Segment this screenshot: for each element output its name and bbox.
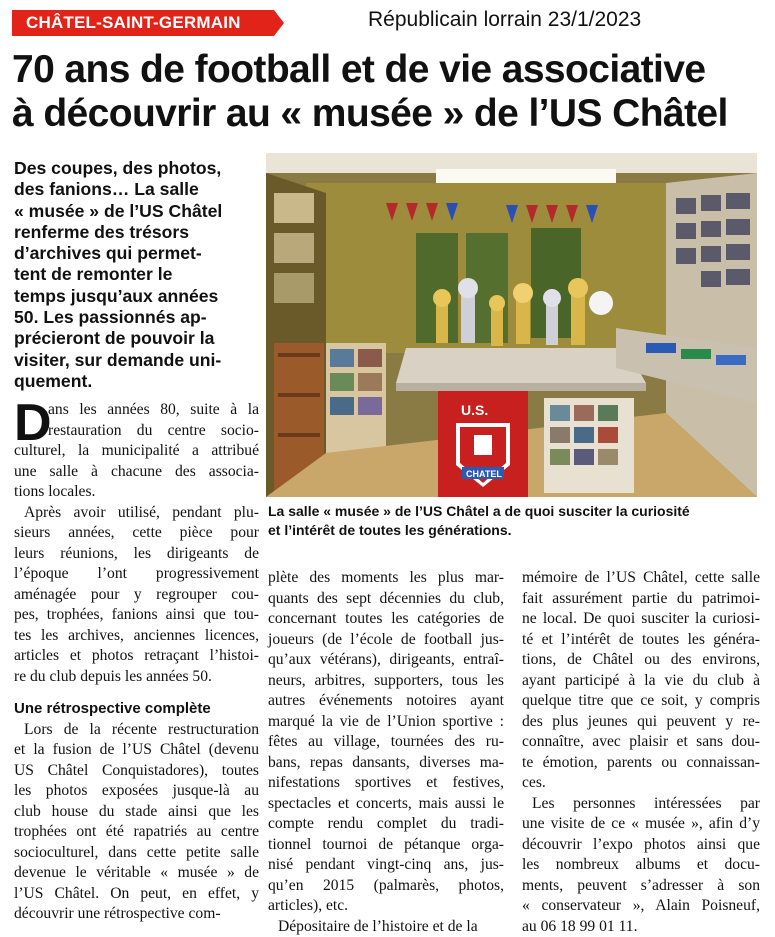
text-line: joueurs (de l’école de football jus- [268,630,504,651]
text-line: tionnel tournoi de pétanque orga- [268,835,504,856]
subheading: Une rétrospective complète [14,699,259,720]
lead-line: 50. Les passionnés ap- [14,307,259,328]
text-line: des plus jeunes qui peuvent y re- [522,712,760,733]
text-line: et la fusion de l’US Châtel (devenu [14,740,259,761]
headline [12,48,772,136]
lead-line: visiter, sur demande uni- [14,350,259,371]
photo-caption [268,502,768,540]
text-line: tions, de Châtel ou des environs, [522,650,760,671]
text-line: connaître, avec plaisir et sans dou- [522,732,760,753]
text-line: tes les archives, anciennes licences, [14,626,259,647]
column-3 [522,568,760,937]
text-line: spectacles et concerts, mais aussi le [268,794,504,815]
text-line: l’époque l’ont progressivement [14,564,259,585]
text-line: qu’en 2015 (palmarès, photos, [268,876,504,897]
text-line: « conservateur », Alain Poisneuf, [522,896,760,917]
shield-text: CHATEL [466,469,502,479]
headline-line: 70 ans de football et de vie associative [12,48,772,92]
text-line: sieurs années, cette pièce pour [14,523,259,544]
text-line: aménagée pour y regrouper cou- [14,585,259,606]
section-banner [12,10,284,36]
text-line: une salle à chacune des associa- [14,462,259,483]
text-line: Lors de la récente restructuration [14,720,259,741]
text-line: devenue le véritable « musée » de [14,863,259,884]
text-line: Après avoir utilisé, pendant plu- [14,503,259,524]
text-line: quelque titre que ce soit, y compris [522,691,760,712]
article-photo [266,153,757,497]
paragraph-start: Dépositaire de l’histoire et de la [268,917,504,937]
text-line: culturel, la municipalité a attribué [14,441,259,462]
paragraph [14,720,259,925]
text-line: autres événements notoires ayant [268,691,504,712]
text-line: compte rendu complet du tradi- [268,814,504,835]
text-line: marqué la vie de l’Union sportive : [268,712,504,733]
text-line: qu’aux vétérans), dirigeants, entraî- [268,650,504,671]
text-line: pes, trophées, fanions ainsi que tou- [14,605,259,626]
paragraph [522,794,760,937]
text-line: te émotion, parents ou connaissan- [522,753,760,774]
banner-text: U.S. [461,402,488,418]
column-2 [268,568,504,937]
paragraph [268,568,504,917]
text-line: articles), etc. [268,896,504,917]
text-line: fait assurément partie du patrimoi- [522,589,760,610]
lead-line: quement. [14,371,259,392]
text-line: une visite de ce « musée », afin d’y [522,814,760,835]
text-line: concernant toutes les catégories de [268,609,504,630]
section-label: CHÂTEL-SAINT-GERMAIN [26,13,241,33]
text-line: té et l’intérêt de toutes les généra- [522,630,760,651]
column-1 [14,400,259,925]
lead-line: temps jusqu’aux années [14,286,259,307]
text-line: ces. [522,773,760,794]
text-line: nisé pendant vingt-cinq ans, jus- [268,855,504,876]
paragraph [522,568,760,794]
text-line: ne local. De quoi susciter la curiosi- [522,609,760,630]
lead-line: Des coupes, des photos, [14,158,259,179]
text-line: leurs réunions, les dirigeants de [14,544,259,565]
text-line: ayant participé à la vie du club à [522,671,760,692]
text-line: au 06 18 99 01 11. [522,917,760,937]
text-line: ments, peuvent s’adresser à son [522,876,760,897]
text-line: les nombreux albums et docu- [522,855,760,876]
source-line: Républicain lorrain 23/1/2023 [368,8,641,32]
lead-paragraph [14,158,259,392]
text-line: ans les années 80, suite à la [14,400,259,421]
text-line: découvrir l’expo photos ainsi que [522,835,760,856]
text-line: restauration du centre socio- [14,421,259,442]
text-line: les photos exposées jusque-là au [14,781,259,802]
text-line: socioculturel, dans cette petite salle [14,843,259,864]
text-line: bans, repas dansants, diverses ma- [268,753,504,774]
lead-line: d’archives qui permet- [14,243,259,264]
lead-line: précieront de pouvoir la [14,328,259,349]
text-line: mémoire de l’US Châtel, cette salle [522,568,760,589]
lead-line: des fanions… La salle [14,179,259,200]
caption-line: et l’intérêt de toutes les générations. [268,521,768,540]
trophy-room-illustration [266,153,757,497]
caption-line: La salle « musée » de l’US Châtel a de quoi susciter la curiosité [268,502,768,521]
text-line: tions locales. [14,482,259,503]
text-line: plète des moments les plus mar- [268,568,504,589]
text-line: US Châtel Conquistadores), toutes [14,761,259,782]
text-line: trophées ont été rapatriés au centre [14,822,259,843]
text-line: articles et photos retraçant l’histoi- [14,646,259,667]
text-line: club house du stade ainsi que les [14,802,259,823]
lead-line: tent de remonter le [14,264,259,285]
drop-cap: D [14,401,52,445]
text-line: fêtes au village, tournées des ru- [268,732,504,753]
text-line: quants des sept décennies du club, [268,589,504,610]
paragraph [14,503,259,688]
text-line: Les personnes intéressées par [522,794,760,815]
text-line: nifestations sportives et festives, [268,773,504,794]
headline-line: à découvrir au « musée » de l’US Châtel [12,92,772,136]
lead-line: renferme des trésors [14,222,259,243]
text-line: découvrir une rétrospective com- [14,904,259,925]
text-line: re du club depuis les années 50. [14,667,259,688]
intro-paragraph [14,400,259,503]
lead-line: « musée » de l’US Châtel [14,201,259,222]
text-line: l’US Châtel. On peut, en effet, y [14,884,259,905]
text-line: neurs, arbitres, supporters, tous les [268,671,504,692]
